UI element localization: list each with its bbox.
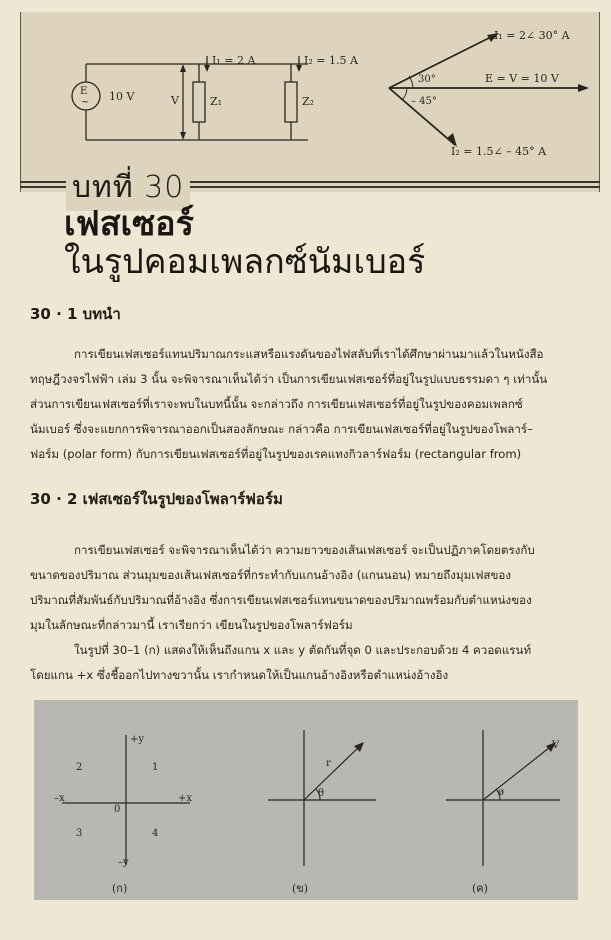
angle-positive-label: 30° — [418, 74, 436, 85]
circuit-phasor-diagram — [21, 12, 599, 172]
angle-phi-label: ø — [498, 787, 505, 798]
caption-a: (ก) — [112, 882, 128, 895]
chapter-title-line2: ในรูปคอมเพลกซ์นัมเบอร์ — [64, 242, 426, 282]
figure-30-1 — [34, 700, 578, 900]
section-1-heading: 30 · 1 บทนำ — [30, 305, 121, 323]
angle-theta-label: θ — [318, 788, 325, 799]
source-plus-sign: E — [80, 86, 88, 97]
i2-current-label: I₂ = 1.5 A — [304, 54, 358, 67]
quadrant-3-label: 3 — [76, 828, 83, 839]
axes-figure — [34, 700, 578, 900]
paragraph-line: โดยแกน +x ซึ่งชี้ออกไปทางขวานั้น เรากำหนดให้เป็นแกนอ้างอิงหรือตำแหน่งอ้างอิง — [30, 668, 449, 682]
caption-c: (ค) — [472, 882, 488, 895]
axis-plus-x-label: +x — [178, 793, 193, 804]
paragraph-line: ทฤษฎีวงจรไฟฟ้า เล่ม 3 นั้น จะพิจารณาเห็นได้ว่า เป็นการเขียนเฟสเซอร์ที่อยู่ในรูปแบบธรรมดา ๆ เท่านั้น — [30, 372, 548, 386]
z2-label: Z₂ — [302, 95, 315, 108]
chapter-title-line1: เฟสเซอร์ — [64, 204, 194, 244]
voltage-label: V — [171, 94, 179, 107]
i1-current-label: I₁ = 2 A — [212, 54, 256, 67]
quadrant-4-label: 4 — [152, 828, 159, 839]
section-2-heading: 30 · 2 เฟสเซอร์ในรูปของโพลาร์ฟอร์ม — [30, 490, 283, 508]
vector-v-label: V — [552, 740, 560, 751]
paragraph-line: มุมในลักษณะที่กล่าวมานี้ เราเรียกว่า เขียนในรูปของโพลาร์ฟอร์ม — [30, 618, 353, 632]
chapter-heading-bar — [20, 168, 600, 205]
quadrant-2-label: 2 — [76, 762, 83, 773]
axis-plus-y-label: +y — [130, 734, 145, 745]
chapter-number: บทที่ 30 — [66, 164, 190, 211]
paragraph-line: การเขียนเฟสเซอร์ จะพิจารณาเห็นได้ว่า ความยาวของเส้นเฟสเซอร์ จะเป็นปฏิภาคโดยตรงกับ — [74, 543, 535, 557]
source-tilde: ~ — [81, 97, 90, 108]
origin-label: 0 — [114, 804, 121, 815]
axis-minus-y-label: –y — [118, 857, 129, 868]
z1-label: Z₁ — [210, 95, 223, 108]
paragraph-line: ในรูปที่ 30–1 (ก) แสดงให้เห็นถึงแกน x และ y ตัดกันที่จุด 0 และประกอบด้วย 4 ควอดแรนท์ — [74, 643, 532, 657]
section-1-paragraph — [30, 342, 586, 467]
phasor-i2-label: I₂ = 1.5∠ – 45° A — [451, 145, 547, 158]
phasor-i1-label: I₁ = 2∠ 30° A — [494, 29, 570, 42]
paragraph-line: ฟอร์ม (polar form) กับการเขียนเฟสเซอร์ที่อยู่ในรูปของเรคแทงกิวลาร์ฟอร์ม (rectangular from) — [30, 447, 522, 461]
paragraph-line: ส่วนการเขียนเฟสเซอร์ที่เราจะพบในบทนี้นั้น จะกล่าวถึง การเขียนเฟสเซอร์ที่อยู่ในรูปของคอมเพลกซ์ — [30, 397, 523, 411]
phasor-e-label: E = V = 10 V — [485, 72, 559, 85]
paragraph-line: ขนาดของปริมาณ ส่วนมุมของเส้นเฟสเซอร์ที่กระทำกับแกนอ้างอิง (แกนนอน) หมายถึงมุมเฟสของ — [30, 568, 512, 582]
source-voltage-label: 10 V — [109, 90, 135, 103]
caption-b: (ข) — [292, 882, 309, 895]
paragraph-line: การเขียนเฟสเซอร์แทนปริมาณกระแสหรือแรงดันของไฟสลับที่เราได้ศึกษาผ่านมาแล้วในหนังสือ — [74, 347, 544, 361]
quadrant-1-label: 1 — [152, 762, 159, 773]
paragraph-line: นัมเบอร์ ซึ่งจะแยกการพิจารณาออกเป็นสองลักษณะ กล่าวคือ การเขียนเฟสเซอร์ที่อยู่ในรูปของโพลาร์– — [30, 422, 533, 436]
axis-minus-x-label: –x — [54, 793, 65, 804]
angle-negative-label: – 45° — [411, 96, 437, 107]
paragraph-line: ปริมาณที่สัมพันธ์กับปริมาณที่อ้างอิง ซึ่งการเขียนเฟสเซอร์แทนขนาดของปริมาณพร้อมกับตำแหน่งของ — [30, 593, 532, 607]
section-2-paragraph — [30, 538, 586, 688]
vector-r-label: r — [326, 758, 331, 769]
